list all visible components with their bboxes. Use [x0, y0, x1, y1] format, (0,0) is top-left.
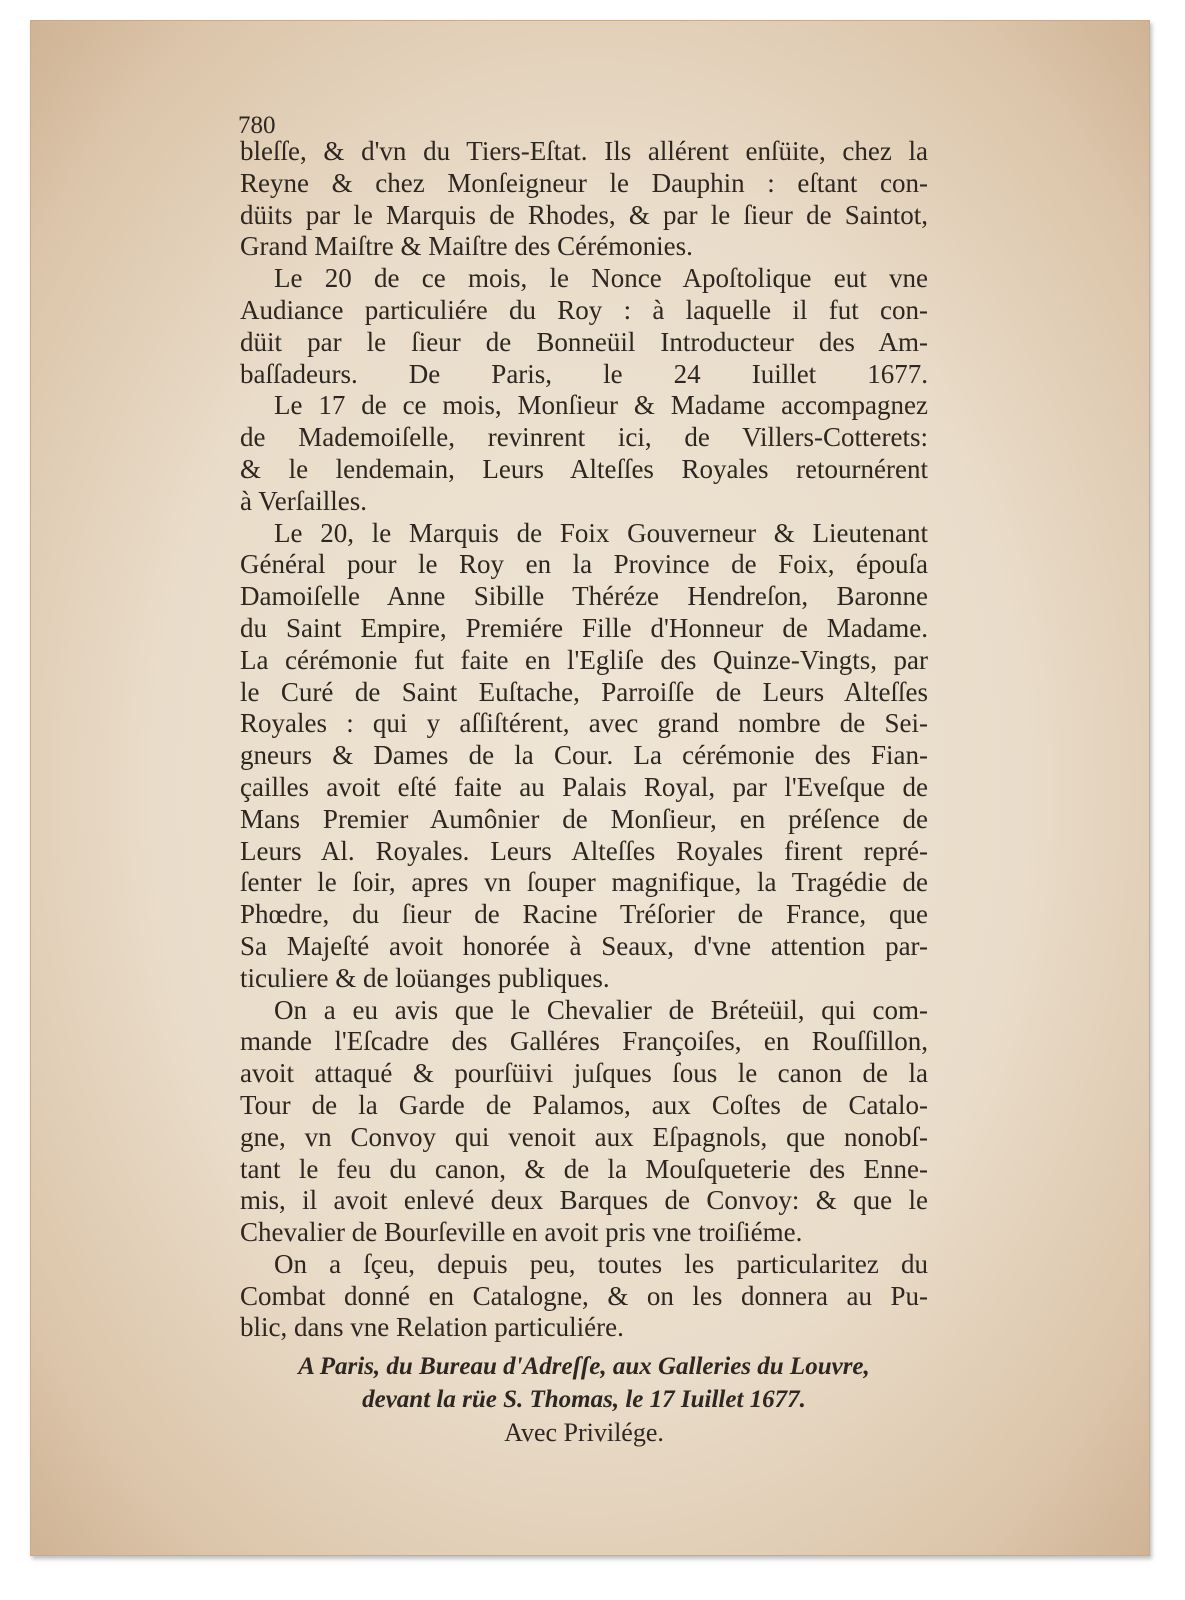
text-line: düits par le Marquis de Rhodes, & par le ſieur de Saintot,: [240, 199, 928, 230]
text-line: Leurs Al. Royales. Leurs Alteſſes Royales firent repré-: [240, 835, 928, 866]
text-line: gne, vn Convoy qui venoit aux Eſpagnols, que nonobſ-: [240, 1121, 928, 1152]
text-line: baſſadeurs. De Paris, le 24 Iuillet 1677.: [240, 358, 928, 389]
text-line: mande l'Eſcadre des Galléres Françoiſes, en Rouſſillon,: [240, 1026, 928, 1057]
text-line: Damoiſelle Anne Sibille Théréze Hendreſon, Baronne: [240, 581, 928, 612]
text-line: Le 20, le Marquis de Foix Gouverneur & Lieutenant: [274, 517, 928, 548]
text-line: & le lendemain, Leurs Alteſſes Royales retournérent: [240, 453, 928, 484]
text-line: tant le feu du canon, & de la Mouſqueterie des Enne-: [240, 1153, 928, 1184]
text-line: On a ſçeu, depuis peu, toutes les particularitez du: [274, 1248, 928, 1279]
page-number: 780: [238, 112, 276, 139]
text-line: Combat donné en Catalogne, & on les donnera au Pu-: [240, 1280, 928, 1311]
text-line: blic, dans vne Relation particuliére.: [240, 1312, 624, 1343]
text-line: mis, il avoit enlevé deux Barques de Convoy: & que le: [240, 1185, 928, 1216]
text-line: Royales : qui y aſſiſtérent, avec grand nombre de Sei-: [240, 708, 928, 739]
text-line: Sa Majeſté avoit honorée à Seaux, d'vne attention par-: [240, 930, 928, 961]
text-line: Le 20 de ce mois, le Nonce Apoſtolique eut vne: [274, 263, 928, 294]
text-line: ticuliere & de loüanges publiques.: [240, 962, 610, 993]
text-line: Général pour le Roy en la Province de Foix, épouſa: [240, 549, 928, 580]
text-line: Mans Premier Aumônier de Monſieur, en préſence de: [240, 803, 928, 834]
text-line: Le 17 de ce mois, Monſieur & Madame accompagnez: [274, 390, 928, 421]
text-line: düit par le ſieur de Bonneüil Introducteur des Am-: [240, 326, 928, 357]
body-text: [240, 136, 928, 1344]
imprint-line-2: devant la rüe S. Thomas, le 17 Iuillet 1677.: [362, 1386, 806, 1413]
text-line: Grand Maiſtre & Maiſtre des Cérémonies.: [240, 231, 693, 262]
text-line: Phœdre, du ſieur de Racine Tréſorier de France, que: [240, 899, 928, 930]
privilege-notice: Avec Privilége.: [504, 1418, 664, 1447]
text-line: Chevalier de Bourſeville en avoit pris vne troiſiéme.: [240, 1217, 803, 1248]
imprint-line-1: A Paris, du Bureau d'Adreſſe, aux Galleries du Louvre,: [298, 1353, 870, 1380]
text-line: Tour de la Garde de Palamos, aux Coſtes de Catalo-: [240, 1089, 928, 1120]
text-line: du Saint Empire, Premiére Fille d'Honneur de Madame.: [240, 612, 928, 643]
text-line: çailles avoit eſté faite au Palais Royal, par l'Eveſque de: [240, 771, 928, 802]
text-line: La cérémonie fut faite en l'Egliſe des Quinze-Vingts, par: [240, 644, 928, 675]
text-line: le Curé de Saint Euſtache, Parroiſſe de Leurs Alteſſes: [240, 676, 928, 707]
text-line: ſenter le ſoir, apres vn ſouper magnifique, la Tragédie de: [240, 867, 928, 898]
text-line: Audiance particuliére du Roy : à laquelle il fut con-: [240, 294, 928, 325]
imprint: [240, 1350, 928, 1449]
text-line: On a eu avis que le Chevalier de Bréteüil, qui com-: [274, 994, 928, 1025]
text-line: à Verſailles.: [240, 485, 367, 516]
text-line: de Mademoiſelle, revinrent ici, de Villers-Cotterets:: [240, 422, 928, 453]
text-line: avoit attaqué & pourſüivi juſques ſous le canon de la: [240, 1058, 928, 1089]
text-line: gneurs & Dames de la Cour. La cérémonie des Fian-: [240, 740, 928, 771]
text-line: Reyne & chez Monſeigneur le Dauphin : eſtant con-: [240, 167, 928, 198]
text-line: bleſſe, & d'vn du Tiers-Eſtat. Ils allérent enſüite, chez la: [240, 136, 928, 166]
